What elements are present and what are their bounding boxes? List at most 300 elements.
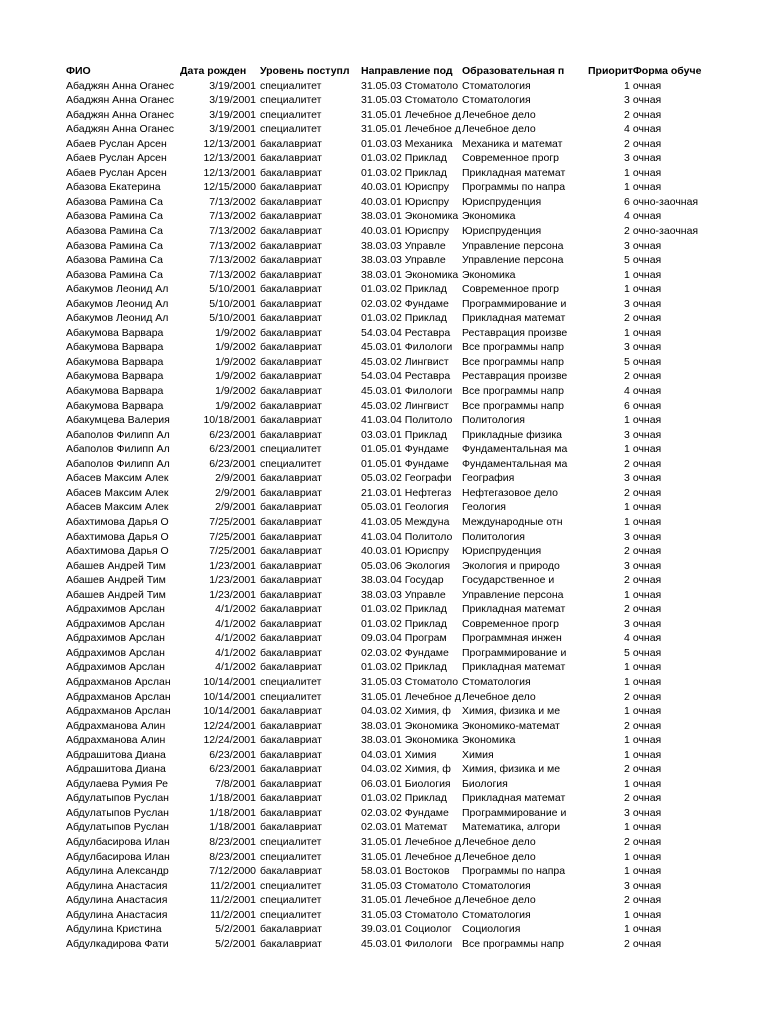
table-row[interactable] bbox=[66, 209, 713, 224]
cell-birthdate[interactable]: 2/9/2001 bbox=[215, 472, 256, 485]
cell-form[interactable]: очная bbox=[632, 632, 662, 645]
cell-level[interactable]: специалитет bbox=[260, 108, 322, 121]
cell-fio[interactable]: Абахтимова Дарья О bbox=[66, 515, 169, 528]
cell-form[interactable]: очная bbox=[632, 486, 662, 499]
cell-form[interactable]: очная bbox=[632, 690, 662, 703]
cell-fio[interactable]: Абазова Рамина Са bbox=[66, 210, 163, 223]
cell-direction[interactable]: 31.05.01 Лечебное д bbox=[361, 850, 461, 863]
cell-direction[interactable]: 38.03.03 Управле bbox=[361, 588, 446, 601]
table-row[interactable] bbox=[66, 311, 713, 326]
cell-form[interactable]: очная bbox=[632, 399, 662, 412]
cell-priority[interactable]: 1 bbox=[624, 501, 630, 514]
cell-form[interactable]: очная bbox=[632, 559, 662, 572]
cell-birthdate[interactable]: 7/13/2002 bbox=[209, 268, 256, 281]
cell-priority[interactable]: 3 bbox=[624, 559, 630, 572]
cell-direction[interactable]: 41.03.04 Политоло bbox=[361, 414, 453, 427]
cell-level[interactable]: бакалавриат bbox=[260, 923, 322, 936]
cell-level[interactable]: бакалавриат bbox=[260, 472, 322, 485]
cell-direction[interactable]: 58.03.01 Востоков bbox=[361, 865, 450, 878]
cell-priority[interactable]: 3 bbox=[624, 94, 630, 107]
cell-level[interactable]: бакалавриат bbox=[260, 806, 322, 819]
cell-fio[interactable]: Абаполов Филипп Ал bbox=[66, 428, 170, 441]
cell-form[interactable]: очная bbox=[632, 937, 662, 950]
cell-fio[interactable]: Абдрахимов Арслан bbox=[66, 661, 165, 674]
cell-birthdate[interactable]: 4/1/2002 bbox=[215, 617, 256, 630]
cell-priority[interactable]: 1 bbox=[624, 850, 630, 863]
table-row[interactable] bbox=[66, 937, 713, 952]
cell-program[interactable]: Лечебное дело bbox=[462, 123, 536, 136]
cell-birthdate[interactable]: 8/23/2001 bbox=[209, 835, 256, 848]
cell-birthdate[interactable]: 3/19/2001 bbox=[209, 94, 256, 107]
cell-program[interactable]: Управление персона bbox=[462, 254, 564, 267]
cell-level[interactable]: бакалавриат bbox=[260, 515, 322, 528]
table-row[interactable] bbox=[66, 660, 713, 675]
cell-direction[interactable]: 02.03.02 Фундаме bbox=[361, 297, 449, 310]
cell-direction[interactable]: 21.03.01 Нефтегаз bbox=[361, 486, 452, 499]
cell-priority[interactable]: 2 bbox=[624, 835, 630, 848]
cell-fio[interactable]: Абаджян Анна Оганес bbox=[66, 108, 175, 121]
cell-form[interactable]: очная bbox=[632, 297, 662, 310]
cell-form[interactable]: очная bbox=[632, 675, 662, 688]
cell-level[interactable]: специалитет bbox=[260, 690, 322, 703]
cell-program[interactable]: Прикладная математ bbox=[462, 166, 566, 179]
cell-direction[interactable]: 31.05.03 Стоматоло bbox=[361, 675, 459, 688]
cell-form[interactable]: очная bbox=[632, 792, 662, 805]
cell-program[interactable]: Прикладная математ bbox=[462, 603, 566, 616]
table-row[interactable] bbox=[66, 675, 713, 690]
cell-fio[interactable]: Абасев Максим Алек bbox=[66, 472, 169, 485]
cell-priority[interactable]: 3 bbox=[624, 879, 630, 892]
table-row[interactable] bbox=[66, 893, 713, 908]
cell-fio[interactable]: Абдрахимов Арслан bbox=[66, 603, 165, 616]
cell-fio[interactable]: Абдулина Анастасия bbox=[66, 879, 168, 892]
cell-level[interactable]: бакалавриат bbox=[260, 195, 322, 208]
table-row[interactable] bbox=[66, 428, 713, 443]
cell-direction[interactable]: 40.03.01 Юриспру bbox=[361, 181, 450, 194]
cell-program[interactable]: Современное прогр bbox=[462, 617, 559, 630]
cell-level[interactable]: специалитет bbox=[260, 457, 322, 470]
cell-program[interactable]: Управление персона bbox=[462, 588, 564, 601]
cell-form[interactable]: очная bbox=[632, 806, 662, 819]
cell-program[interactable]: Лечебное дело bbox=[462, 690, 536, 703]
cell-level[interactable]: бакалавриат bbox=[260, 734, 322, 747]
cell-birthdate[interactable]: 12/24/2001 bbox=[203, 719, 256, 732]
cell-program[interactable]: Программная инжен bbox=[462, 632, 562, 645]
cell-program[interactable]: Политология bbox=[462, 530, 525, 543]
cell-birthdate[interactable]: 6/23/2001 bbox=[209, 428, 256, 441]
cell-level[interactable]: специалитет bbox=[260, 894, 322, 907]
cell-form[interactable]: очная bbox=[632, 748, 662, 761]
cell-form[interactable]: очная bbox=[632, 530, 662, 543]
cell-form[interactable]: очная bbox=[632, 181, 662, 194]
cell-birthdate[interactable]: 5/10/2001 bbox=[209, 297, 256, 310]
cell-program[interactable]: Современное прогр bbox=[462, 152, 559, 165]
cell-program[interactable]: Экономико-математ bbox=[462, 719, 560, 732]
cell-form[interactable]: очная bbox=[632, 865, 662, 878]
cell-priority[interactable]: 1 bbox=[624, 705, 630, 718]
cell-direction[interactable]: 04.03.02 Химия, ф bbox=[361, 763, 451, 776]
cell-program[interactable]: Экология и природо bbox=[462, 559, 560, 572]
cell-form[interactable]: очная bbox=[632, 210, 662, 223]
cell-birthdate[interactable]: 3/19/2001 bbox=[209, 79, 256, 92]
cell-level[interactable]: бакалавриат bbox=[260, 588, 322, 601]
cell-level[interactable]: бакалавриат bbox=[260, 399, 322, 412]
cell-birthdate[interactable]: 8/23/2001 bbox=[209, 850, 256, 863]
cell-program[interactable]: Прикладная математ bbox=[462, 792, 566, 805]
cell-level[interactable]: бакалавриат bbox=[260, 574, 322, 587]
cell-program[interactable]: Политология bbox=[462, 414, 525, 427]
cell-priority[interactable]: 1 bbox=[624, 79, 630, 92]
cell-program[interactable]: Все программы напр bbox=[462, 355, 564, 368]
cell-level[interactable]: бакалавриат bbox=[260, 414, 322, 427]
cell-priority[interactable]: 1 bbox=[624, 661, 630, 674]
cell-fio[interactable]: Абдрахманов Арслан bbox=[66, 675, 171, 688]
cell-level[interactable]: специалитет bbox=[260, 79, 322, 92]
table-row[interactable] bbox=[66, 79, 713, 94]
cell-fio[interactable]: Абазова Рамина Са bbox=[66, 254, 163, 267]
cell-direction[interactable]: 02.03.02 Фундаме bbox=[361, 806, 449, 819]
cell-form[interactable]: очная bbox=[632, 268, 662, 281]
cell-program[interactable]: Лечебное дело bbox=[462, 108, 536, 121]
cell-form[interactable]: очная bbox=[632, 545, 662, 558]
table-row[interactable] bbox=[66, 762, 713, 777]
cell-program[interactable]: Лечебное дело bbox=[462, 835, 536, 848]
cell-fio[interactable]: Абдрахманов Арслан bbox=[66, 690, 171, 703]
table-row[interactable] bbox=[66, 355, 713, 370]
cell-fio[interactable]: Абазова Рамина Са bbox=[66, 239, 163, 252]
cell-level[interactable]: бакалавриат bbox=[260, 225, 322, 238]
cell-birthdate[interactable]: 10/14/2001 bbox=[203, 675, 256, 688]
cell-direction[interactable]: 31.05.01 Лечебное д bbox=[361, 894, 461, 907]
cell-birthdate[interactable]: 12/24/2001 bbox=[203, 734, 256, 747]
cell-form[interactable]: очная bbox=[632, 239, 662, 252]
cell-priority[interactable]: 2 bbox=[624, 545, 630, 558]
cell-direction[interactable]: 05.03.01 Геология bbox=[361, 501, 449, 514]
cell-form[interactable]: очная bbox=[632, 661, 662, 674]
cell-level[interactable]: бакалавриат bbox=[260, 283, 322, 296]
table-row[interactable] bbox=[66, 413, 713, 428]
cell-priority[interactable]: 1 bbox=[624, 515, 630, 528]
table-row[interactable] bbox=[66, 602, 713, 617]
cell-priority[interactable]: 1 bbox=[624, 443, 630, 456]
cell-birthdate[interactable]: 1/23/2001 bbox=[209, 574, 256, 587]
table-row[interactable] bbox=[66, 253, 713, 268]
table-row[interactable] bbox=[66, 646, 713, 661]
table-row[interactable] bbox=[66, 268, 713, 283]
cell-fio[interactable]: Абдрахманова Алин bbox=[66, 719, 166, 732]
cell-direction[interactable]: 01.03.02 Приклад bbox=[361, 617, 447, 630]
cell-form[interactable]: очная bbox=[632, 355, 662, 368]
cell-birthdate[interactable]: 2/9/2001 bbox=[215, 501, 256, 514]
table-row[interactable] bbox=[66, 282, 713, 297]
cell-birthdate[interactable]: 6/23/2001 bbox=[209, 763, 256, 776]
cell-birthdate[interactable]: 1/18/2001 bbox=[209, 806, 256, 819]
table-row[interactable] bbox=[66, 297, 713, 312]
cell-fio[interactable]: Абакумцева Валерия bbox=[66, 414, 170, 427]
cell-fio[interactable]: Абахтимова Дарья О bbox=[66, 545, 169, 558]
cell-program[interactable]: Все программы напр bbox=[462, 937, 564, 950]
cell-direction[interactable]: 02.03.01 Математ bbox=[361, 821, 448, 834]
cell-priority[interactable]: 4 bbox=[624, 385, 630, 398]
cell-level[interactable]: бакалавриат bbox=[260, 297, 322, 310]
table-row[interactable] bbox=[66, 326, 713, 341]
cell-form[interactable]: очная bbox=[632, 414, 662, 427]
cell-program[interactable]: Стоматология bbox=[462, 675, 531, 688]
cell-priority[interactable]: 1 bbox=[624, 821, 630, 834]
cell-birthdate[interactable]: 7/12/2000 bbox=[209, 865, 256, 878]
cell-priority[interactable]: 5 bbox=[624, 646, 630, 659]
cell-program[interactable]: Международные отн bbox=[462, 515, 563, 528]
cell-priority[interactable]: 3 bbox=[624, 152, 630, 165]
cell-priority[interactable]: 6 bbox=[624, 399, 630, 412]
cell-level[interactable]: бакалавриат bbox=[260, 312, 322, 325]
cell-birthdate[interactable]: 3/19/2001 bbox=[209, 123, 256, 136]
cell-program[interactable]: Химия, физика и ме bbox=[462, 763, 561, 776]
cell-form[interactable]: очная bbox=[632, 254, 662, 267]
cell-priority[interactable]: 2 bbox=[624, 937, 630, 950]
cell-birthdate[interactable]: 10/18/2001 bbox=[203, 414, 256, 427]
cell-program[interactable]: Реставрация произве bbox=[462, 370, 568, 383]
cell-birthdate[interactable]: 7/25/2001 bbox=[209, 515, 256, 528]
cell-birthdate[interactable]: 11/2/2001 bbox=[210, 894, 256, 907]
cell-program[interactable]: Все программы напр bbox=[462, 341, 564, 354]
cell-program[interactable]: Социология bbox=[462, 923, 521, 936]
cell-form[interactable]: очная bbox=[632, 617, 662, 630]
cell-form[interactable]: очная bbox=[632, 123, 662, 136]
table-row[interactable] bbox=[66, 908, 713, 923]
table-row[interactable] bbox=[66, 442, 713, 457]
cell-birthdate[interactable]: 10/14/2001 bbox=[203, 705, 256, 718]
cell-form[interactable]: очная bbox=[632, 734, 662, 747]
table-row[interactable] bbox=[66, 137, 713, 152]
cell-form[interactable]: очно-заочная bbox=[632, 225, 699, 238]
cell-fio[interactable]: Абаджян Анна Оганес bbox=[66, 79, 175, 92]
cell-form[interactable]: очная bbox=[632, 603, 662, 616]
table-row[interactable] bbox=[66, 486, 713, 501]
cell-priority[interactable]: 4 bbox=[624, 210, 630, 223]
cell-birthdate[interactable]: 12/15/2000 bbox=[203, 181, 256, 194]
cell-program[interactable]: Фундаментальная ма bbox=[462, 457, 568, 470]
cell-priority[interactable]: 1 bbox=[624, 414, 630, 427]
cell-level[interactable]: бакалавриат bbox=[260, 777, 322, 790]
cell-form[interactable]: очная bbox=[632, 472, 662, 485]
cell-priority[interactable]: 1 bbox=[624, 923, 630, 936]
cell-fio[interactable]: Абакумова Варвара bbox=[66, 385, 164, 398]
cell-priority[interactable]: 4 bbox=[624, 632, 630, 645]
cell-birthdate[interactable]: 6/23/2001 bbox=[209, 457, 256, 470]
cell-birthdate[interactable]: 10/14/2001 bbox=[203, 690, 256, 703]
cell-fio[interactable]: Абашев Андрей Тим bbox=[66, 574, 166, 587]
table-row[interactable] bbox=[66, 108, 713, 123]
table-row[interactable] bbox=[66, 195, 713, 210]
table-row[interactable] bbox=[66, 384, 713, 399]
cell-fio[interactable]: Абашев Андрей Тим bbox=[66, 559, 166, 572]
cell-birthdate[interactable]: 1/18/2001 bbox=[209, 792, 256, 805]
cell-level[interactable]: бакалавриат bbox=[260, 646, 322, 659]
cell-priority[interactable]: 2 bbox=[624, 690, 630, 703]
cell-direction[interactable]: 31.05.03 Стоматоло bbox=[361, 94, 459, 107]
cell-fio[interactable]: Абакумов Леонид Ал bbox=[66, 312, 169, 325]
cell-birthdate[interactable]: 7/13/2002 bbox=[209, 239, 256, 252]
cell-direction[interactable]: 45.03.01 Филологи bbox=[361, 385, 453, 398]
cell-form[interactable]: очная bbox=[632, 94, 662, 107]
cell-direction[interactable]: 01.05.01 Фундаме bbox=[361, 457, 449, 470]
cell-priority[interactable]: 3 bbox=[624, 428, 630, 441]
cell-direction[interactable]: 41.03.04 Политоло bbox=[361, 530, 453, 543]
cell-direction[interactable]: 09.03.04 Програм bbox=[361, 632, 447, 645]
cell-form[interactable]: очная bbox=[632, 457, 662, 470]
cell-fio[interactable]: Абакумова Варвара bbox=[66, 326, 164, 339]
cell-birthdate[interactable]: 1/23/2001 bbox=[209, 588, 256, 601]
table-row[interactable] bbox=[66, 93, 713, 108]
cell-priority[interactable]: 2 bbox=[624, 763, 630, 776]
cell-direction[interactable]: 39.03.01 Социолог bbox=[361, 923, 452, 936]
cell-direction[interactable]: 06.03.01 Биология bbox=[361, 777, 451, 790]
cell-program[interactable]: Стоматология bbox=[462, 79, 531, 92]
cell-direction[interactable]: 40.03.01 Юриспру bbox=[361, 195, 450, 208]
cell-direction[interactable]: 05.03.06 Экология bbox=[361, 559, 451, 572]
cell-birthdate[interactable]: 4/1/2002 bbox=[215, 603, 256, 616]
cell-form[interactable]: очная bbox=[632, 312, 662, 325]
cell-form[interactable]: очная bbox=[632, 894, 662, 907]
cell-birthdate[interactable]: 7/25/2001 bbox=[209, 530, 256, 543]
cell-birthdate[interactable]: 5/2/2001 bbox=[215, 937, 256, 950]
header-program[interactable]: Образовательная п bbox=[462, 65, 565, 77]
cell-program[interactable]: Лечебное дело bbox=[462, 850, 536, 863]
cell-fio[interactable]: Абакумова Варвара bbox=[66, 399, 164, 412]
table-row[interactable] bbox=[66, 239, 713, 254]
cell-birthdate[interactable]: 4/1/2002 bbox=[215, 646, 256, 659]
cell-priority[interactable]: 1 bbox=[624, 283, 630, 296]
cell-form[interactable]: очная bbox=[632, 763, 662, 776]
table-row[interactable] bbox=[66, 369, 713, 384]
cell-form[interactable]: очная bbox=[632, 821, 662, 834]
cell-fio[interactable]: Абакумова Варвара bbox=[66, 355, 164, 368]
table-row[interactable] bbox=[66, 631, 713, 646]
cell-direction[interactable]: 31.05.03 Стоматоло bbox=[361, 79, 459, 92]
cell-direction[interactable]: 45.03.01 Филологи bbox=[361, 937, 453, 950]
cell-level[interactable]: специалитет bbox=[260, 443, 322, 456]
cell-level[interactable]: бакалавриат bbox=[260, 719, 322, 732]
cell-birthdate[interactable]: 12/13/2001 bbox=[203, 166, 256, 179]
cell-fio[interactable]: Абазова Рамина Са bbox=[66, 268, 163, 281]
cell-level[interactable]: бакалавриат bbox=[260, 341, 322, 354]
cell-birthdate[interactable]: 5/10/2001 bbox=[209, 312, 256, 325]
cell-program[interactable]: Фундаментальная ма bbox=[462, 443, 568, 456]
table-row[interactable] bbox=[66, 879, 713, 894]
cell-program[interactable]: Прикладная математ bbox=[462, 661, 566, 674]
cell-fio[interactable]: Абдулкадирова Фати bbox=[66, 937, 169, 950]
cell-program[interactable]: Современное прогр bbox=[462, 283, 559, 296]
cell-form[interactable]: очная bbox=[632, 326, 662, 339]
cell-priority[interactable]: 3 bbox=[624, 297, 630, 310]
cell-program[interactable]: Юриспруденция bbox=[462, 545, 542, 558]
cell-level[interactable]: бакалавриат bbox=[260, 530, 322, 543]
cell-fio[interactable]: Абдулбасирова Илан bbox=[66, 835, 170, 848]
cell-priority[interactable]: 2 bbox=[624, 457, 630, 470]
cell-program[interactable]: Юриспруденция bbox=[462, 225, 542, 238]
cell-direction[interactable]: 03.03.01 Приклад bbox=[361, 428, 447, 441]
table-row[interactable] bbox=[66, 471, 713, 486]
cell-priority[interactable]: 2 bbox=[624, 574, 630, 587]
cell-birthdate[interactable]: 1/18/2001 bbox=[209, 821, 256, 834]
cell-fio[interactable]: Абдрашитова Диана bbox=[66, 748, 166, 761]
cell-direction[interactable]: 38.03.01 Экономика bbox=[361, 210, 459, 223]
table-row[interactable] bbox=[66, 850, 713, 865]
cell-direction[interactable]: 01.05.01 Фундаме bbox=[361, 443, 449, 456]
cell-level[interactable]: бакалавриат bbox=[260, 661, 322, 674]
cell-program[interactable]: Управление персона bbox=[462, 239, 564, 252]
cell-direction[interactable]: 54.03.04 Реставра bbox=[361, 326, 451, 339]
cell-level[interactable]: бакалавриат bbox=[260, 937, 322, 950]
cell-direction[interactable]: 54.03.04 Реставра bbox=[361, 370, 451, 383]
cell-priority[interactable]: 1 bbox=[624, 326, 630, 339]
cell-level[interactable]: специалитет bbox=[260, 123, 322, 136]
cell-program[interactable]: Все программы напр bbox=[462, 385, 564, 398]
cell-birthdate[interactable]: 7/13/2002 bbox=[209, 254, 256, 267]
cell-birthdate[interactable]: 11/2/2001 bbox=[210, 908, 256, 921]
cell-form[interactable]: очная bbox=[632, 428, 662, 441]
table-row[interactable] bbox=[66, 820, 713, 835]
cell-priority[interactable]: 3 bbox=[624, 472, 630, 485]
header-birthdate[interactable]: Дата рожден bbox=[180, 65, 247, 77]
cell-program[interactable]: Стоматология bbox=[462, 879, 531, 892]
cell-level[interactable]: бакалавриат bbox=[260, 501, 322, 514]
cell-priority[interactable]: 1 bbox=[624, 748, 630, 761]
cell-fio[interactable]: Абасев Максим Алек bbox=[66, 501, 169, 514]
cell-program[interactable]: Программы по напра bbox=[462, 181, 566, 194]
cell-direction[interactable]: 01.03.02 Приклад bbox=[361, 166, 447, 179]
cell-level[interactable]: бакалавриат bbox=[260, 632, 322, 645]
cell-level[interactable]: бакалавриат bbox=[260, 326, 322, 339]
cell-birthdate[interactable]: 1/9/2002 bbox=[215, 341, 256, 354]
table-row[interactable] bbox=[66, 573, 713, 588]
cell-direction[interactable]: 01.03.02 Приклад bbox=[361, 661, 447, 674]
cell-birthdate[interactable]: 7/25/2001 bbox=[209, 545, 256, 558]
cell-level[interactable]: бакалавриат bbox=[260, 748, 322, 761]
cell-fio[interactable]: Абаев Руслан Арсен bbox=[66, 137, 167, 150]
cell-form[interactable]: очная bbox=[632, 835, 662, 848]
table-row[interactable] bbox=[66, 791, 713, 806]
cell-direction[interactable]: 01.03.03 Механика bbox=[361, 137, 453, 150]
table-row[interactable] bbox=[66, 399, 713, 414]
cell-fio[interactable]: Абакумов Леонид Ал bbox=[66, 297, 169, 310]
cell-level[interactable]: бакалавриат bbox=[260, 181, 322, 194]
cell-priority[interactable]: 3 bbox=[624, 239, 630, 252]
table-row[interactable] bbox=[66, 806, 713, 821]
table-row[interactable] bbox=[66, 777, 713, 792]
cell-fio[interactable]: Абдулбасирова Илан bbox=[66, 850, 170, 863]
cell-fio[interactable]: Абдрахимов Арслан bbox=[66, 632, 165, 645]
cell-fio[interactable]: Абазова Екатерина bbox=[66, 181, 161, 194]
cell-program[interactable]: Биология bbox=[462, 777, 508, 790]
cell-program[interactable]: Реставрация произве bbox=[462, 326, 568, 339]
cell-fio[interactable]: Абдрахимов Арслан bbox=[66, 646, 165, 659]
cell-level[interactable]: бакалавриат bbox=[260, 821, 322, 834]
table-row[interactable] bbox=[66, 733, 713, 748]
cell-priority[interactable]: 1 bbox=[624, 908, 630, 921]
table-row[interactable] bbox=[66, 180, 713, 195]
cell-level[interactable]: специалитет bbox=[260, 675, 322, 688]
cell-level[interactable]: бакалавриат bbox=[260, 254, 322, 267]
cell-birthdate[interactable]: 7/13/2002 bbox=[209, 195, 256, 208]
cell-birthdate[interactable]: 2/9/2001 bbox=[215, 486, 256, 499]
cell-direction[interactable]: 38.03.04 Государ bbox=[361, 574, 444, 587]
cell-level[interactable]: бакалавриат bbox=[260, 603, 322, 616]
cell-level[interactable]: бакалавриат bbox=[260, 486, 322, 499]
cell-program[interactable]: Экономика bbox=[462, 268, 516, 281]
cell-priority[interactable]: 6 bbox=[624, 195, 630, 208]
